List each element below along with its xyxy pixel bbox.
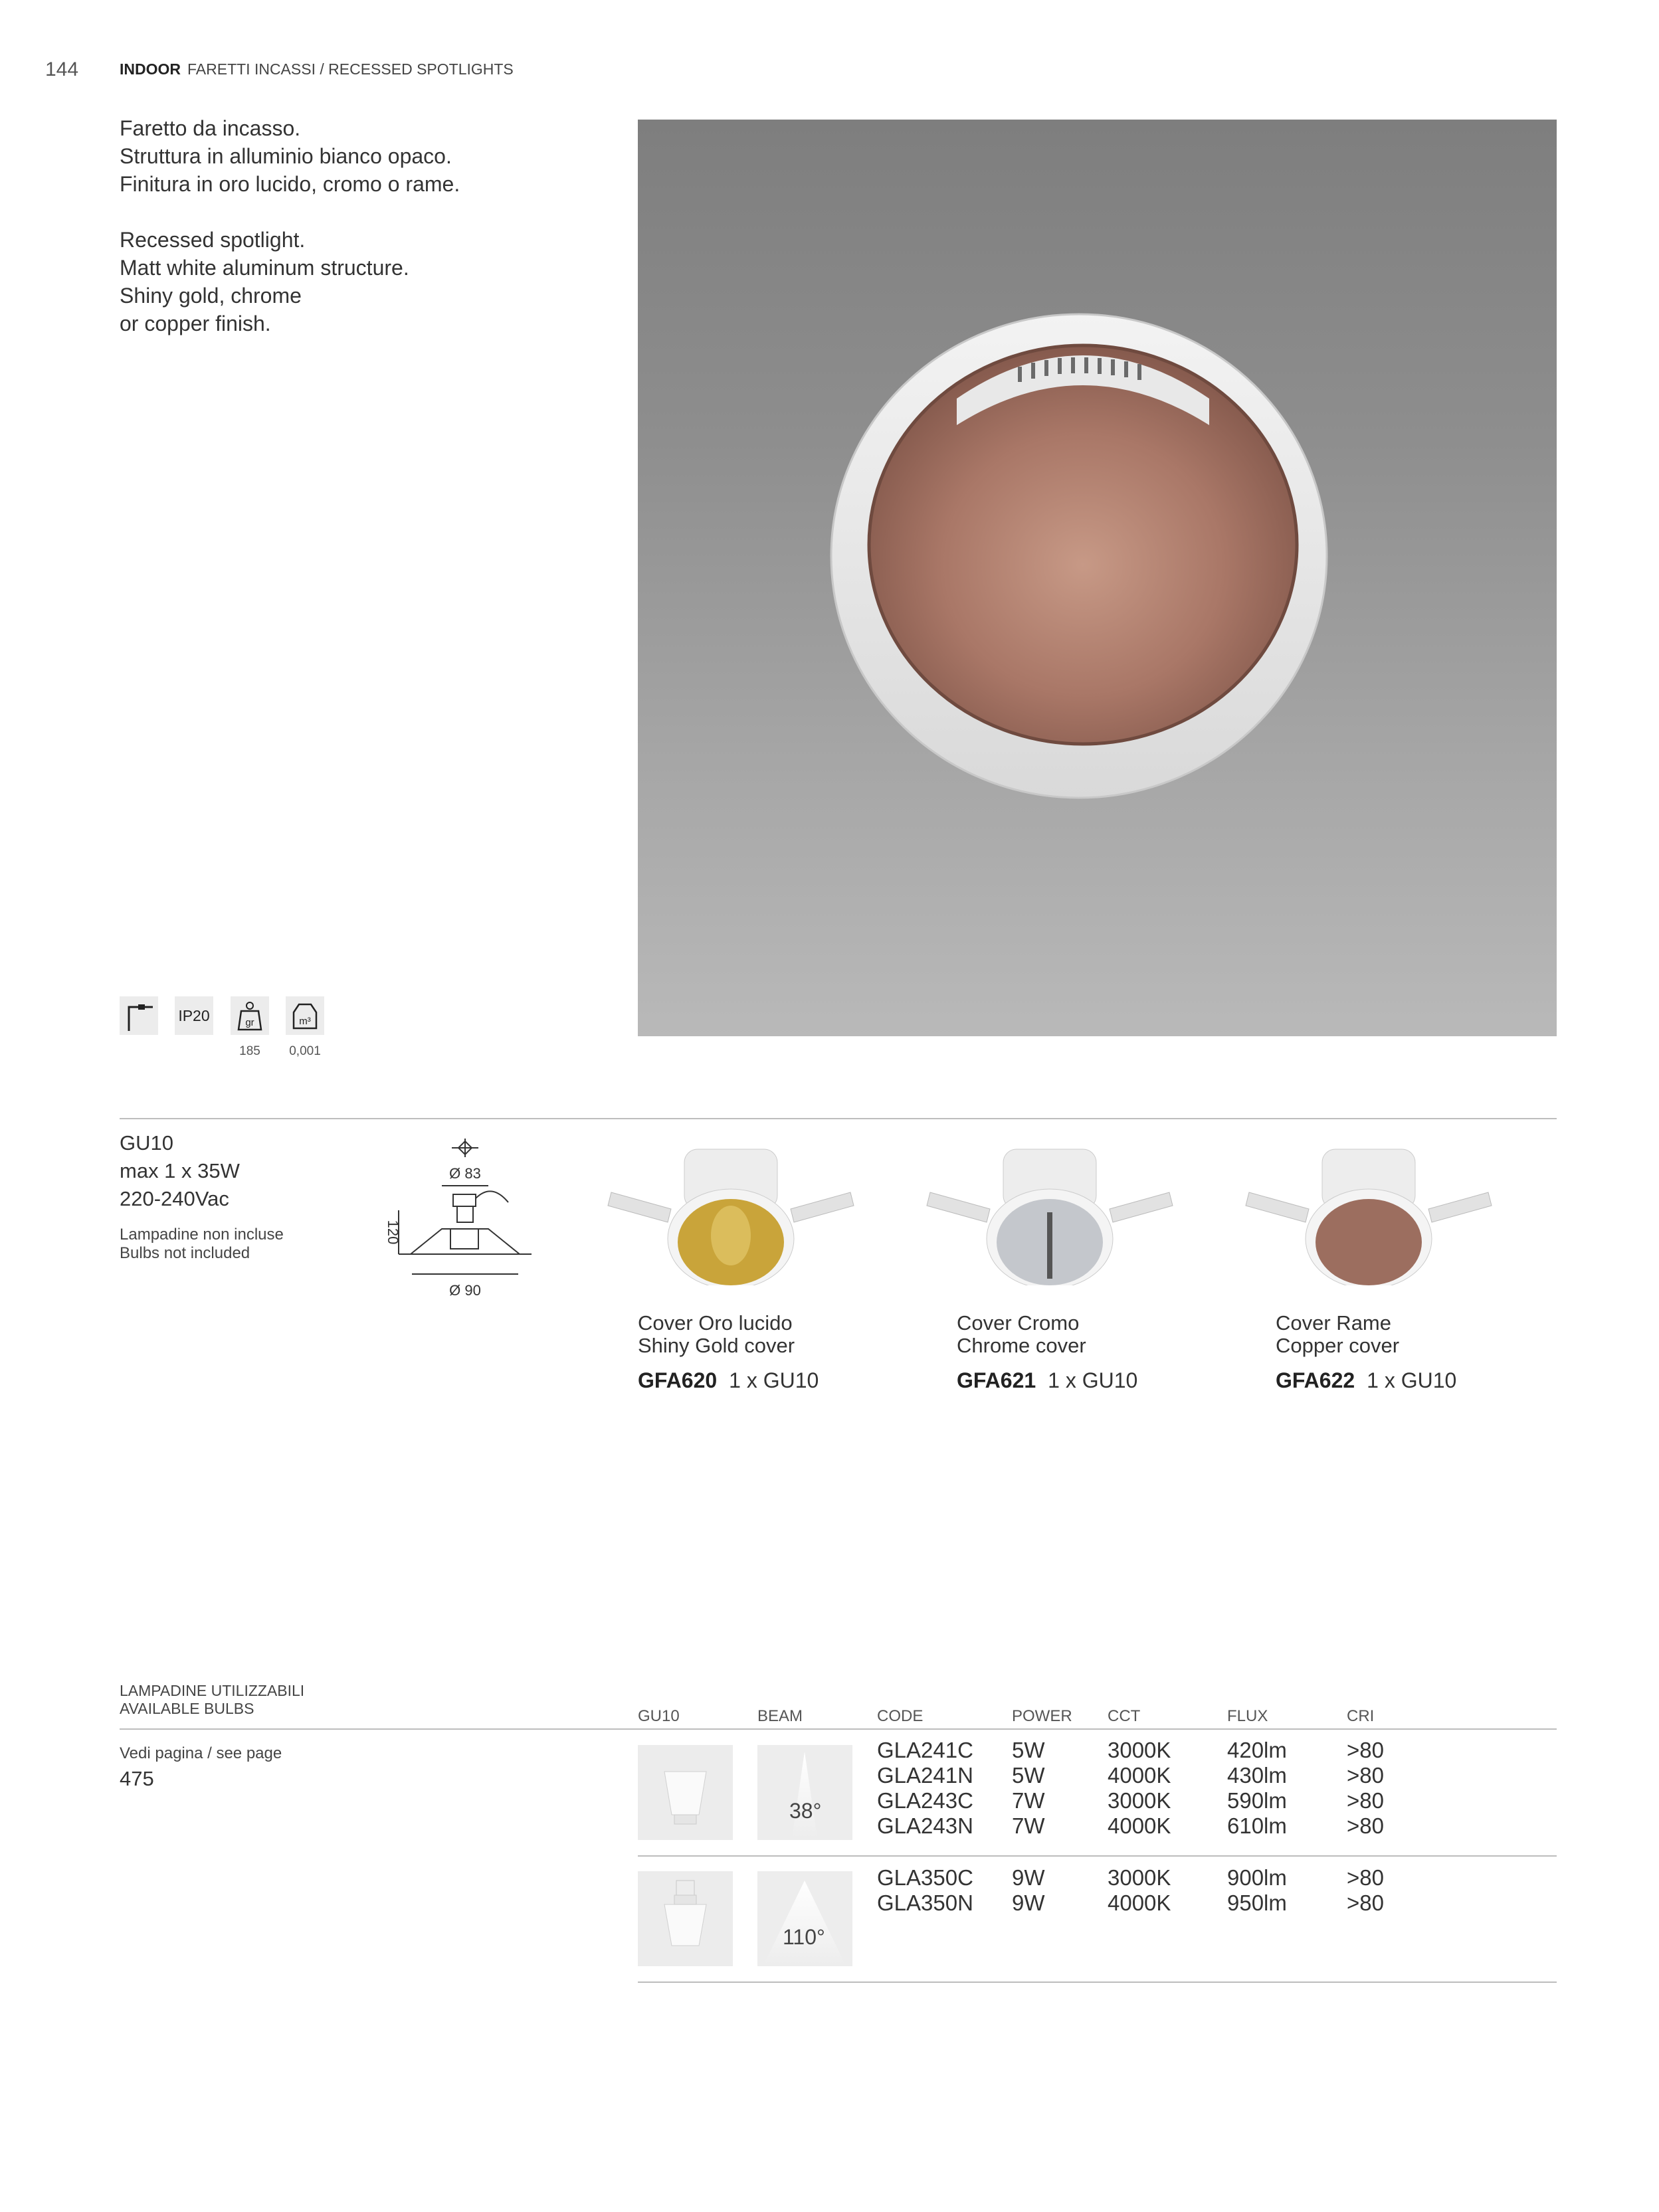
weight-value: 185 [239, 1044, 260, 1058]
bulbs-title-en: AVAILABLE BULBS [120, 1700, 254, 1717]
bulb-power: 5W [1012, 1763, 1045, 1788]
product-code: GFA622 [1276, 1368, 1355, 1392]
see-page-label: Vedi pagina / see page [120, 1744, 282, 1762]
hero-product-photo [638, 120, 1557, 1036]
drawing-bottom-diameter: Ø 90 [449, 1282, 481, 1299]
cover-name-it: Cover Cromo [957, 1311, 1080, 1335]
ip-rating-icon [175, 996, 213, 1035]
col-header-power: POWER [1012, 1707, 1072, 1725]
product-code-chrome [957, 1368, 1137, 1393]
col-header-gu10: GU10 [638, 1707, 680, 1725]
bulb-note [120, 1226, 284, 1263]
recessed-spotlight-illustration [638, 120, 1557, 1036]
bulbs-header-rule [120, 1728, 1557, 1730]
product-image-copper [1236, 1139, 1502, 1285]
beam-angle-label: 38° [789, 1799, 822, 1823]
lamp-spec: 1 x GU10 [1367, 1368, 1457, 1392]
description-line: Faretto da incasso. [120, 116, 301, 140]
bulb-code: GLA241N [877, 1763, 973, 1788]
bulb-power: 5W [1012, 1738, 1045, 1762]
note-line: Bulbs not included [120, 1244, 250, 1262]
cover-name-it: Cover Oro lucido [638, 1311, 793, 1335]
product-caption-gold [638, 1312, 795, 1357]
volume-value: 0,001 [289, 1044, 321, 1058]
col-header-cri: CRI [1347, 1707, 1375, 1725]
drawing-height: 120 [385, 1220, 401, 1245]
table-row [877, 1738, 973, 1763]
cover-name-en: Chrome cover [957, 1334, 1086, 1357]
beam-angle-label: 110° [783, 1925, 825, 1949]
description-line: Struttura in alluminio bianco opaco. [120, 144, 452, 168]
product-code-copper [1276, 1368, 1456, 1393]
description-line: Shiny gold, chrome [120, 284, 302, 308]
volume-icon [286, 996, 324, 1035]
bulb-cri: >80 [1347, 1865, 1384, 1890]
spec-line: max 1 x 35W [120, 1159, 240, 1182]
bulbs-title-it: LAMPADINE UTILIZZABILI [120, 1682, 305, 1699]
col-header-code: CODE [877, 1707, 924, 1725]
product-description [120, 114, 460, 337]
bulb-code: GLA241C [877, 1738, 973, 1762]
cover-name-en: Copper cover [1276, 1334, 1400, 1357]
cover-name-it: Cover Rame [1276, 1311, 1391, 1335]
bulb-power: 9W [1012, 1865, 1045, 1890]
note-line: Lampadine non incluse [120, 1226, 284, 1244]
bulb-cct: 3000K [1108, 1865, 1171, 1890]
bulb-image-gu10 [638, 1745, 733, 1840]
product-code: GFA620 [638, 1368, 718, 1392]
col-header-cct: CCT [1108, 1707, 1141, 1725]
table-bottom-rule [638, 1982, 1557, 1983]
electrical-spec [120, 1129, 240, 1213]
bulb-cri: >80 [1347, 1738, 1384, 1762]
bulb-cri: >80 [1347, 1763, 1384, 1788]
weight-icon-label: gr [245, 1017, 254, 1028]
page-number: 144 [45, 58, 79, 80]
section-divider [120, 1118, 1557, 1119]
bulb-code: GLA350N [877, 1890, 973, 1915]
running-header [120, 60, 514, 78]
product-caption-copper [1276, 1312, 1399, 1357]
product-image-chrome [917, 1139, 1183, 1285]
header-category: INDOOR [120, 60, 181, 78]
bulb-flux: 420lm [1227, 1738, 1287, 1762]
bulb-cct: 4000K [1108, 1813, 1171, 1838]
recessed-mount-icon [120, 996, 158, 1035]
bulb-cri: >80 [1347, 1890, 1384, 1915]
bulb-cct: 3000K [1108, 1738, 1171, 1762]
copper-cover [1316, 1199, 1422, 1285]
see-page-number: 475 [120, 1767, 154, 1790]
bulb-flux: 950lm [1227, 1890, 1287, 1915]
product-code-gold [638, 1368, 819, 1393]
beam-angle-38 [757, 1745, 852, 1840]
bulb-image-gu10 [638, 1871, 733, 1966]
bulb-flux: 610lm [1227, 1813, 1287, 1838]
technical-drawing [372, 1136, 571, 1309]
bulb-cri: >80 [1347, 1788, 1384, 1813]
bulb-cri: >80 [1347, 1813, 1384, 1838]
product-code: GFA621 [957, 1368, 1036, 1392]
spec-line: 220-240Vac [120, 1187, 229, 1210]
description-line: or copper finish. [120, 312, 271, 335]
bulb-code: GLA243C [877, 1788, 973, 1813]
bulb-flux: 430lm [1227, 1763, 1287, 1788]
spec-line: GU10 [120, 1131, 173, 1154]
cover-name-en: Shiny Gold cover [638, 1334, 795, 1357]
col-header-flux: FLUX [1227, 1707, 1268, 1725]
volume-icon-label: m³ [299, 1016, 311, 1027]
beam-angle-110 [757, 1871, 852, 1966]
bulbs-section-title [120, 1682, 304, 1718]
bulb-cct: 3000K [1108, 1788, 1171, 1813]
lamp-spec: 1 x GU10 [729, 1368, 819, 1392]
bulb-cct: 4000K [1108, 1763, 1171, 1788]
bulb-power: 9W [1012, 1890, 1045, 1915]
drawing-top-diameter: Ø 83 [449, 1165, 481, 1182]
bulb-cct: 4000K [1108, 1890, 1171, 1915]
description-line: Recessed spotlight. [120, 228, 306, 252]
bulb-code: GLA243N [877, 1813, 973, 1838]
bulb-power: 7W [1012, 1788, 1045, 1813]
bulb-flux: 900lm [1227, 1865, 1287, 1890]
description-line: Matt white aluminum structure. [120, 256, 409, 280]
ip-rating-label: IP20 [178, 1006, 210, 1024]
bulb-flux: 590lm [1227, 1788, 1287, 1813]
col-header-beam: BEAM [757, 1707, 803, 1725]
product-image-gold [598, 1139, 864, 1285]
group-divider [638, 1855, 1557, 1857]
lamp-spec: 1 x GU10 [1048, 1368, 1138, 1392]
bulb-power: 7W [1012, 1813, 1045, 1838]
bulb-code: GLA350C [877, 1865, 973, 1890]
description-line: Finitura in oro lucido, cromo o rame. [120, 172, 460, 196]
weight-icon [231, 996, 269, 1035]
header-section: FARETTI INCASSI / RECESSED SPOTLIGHTS [187, 60, 514, 78]
product-caption-chrome [957, 1312, 1086, 1357]
